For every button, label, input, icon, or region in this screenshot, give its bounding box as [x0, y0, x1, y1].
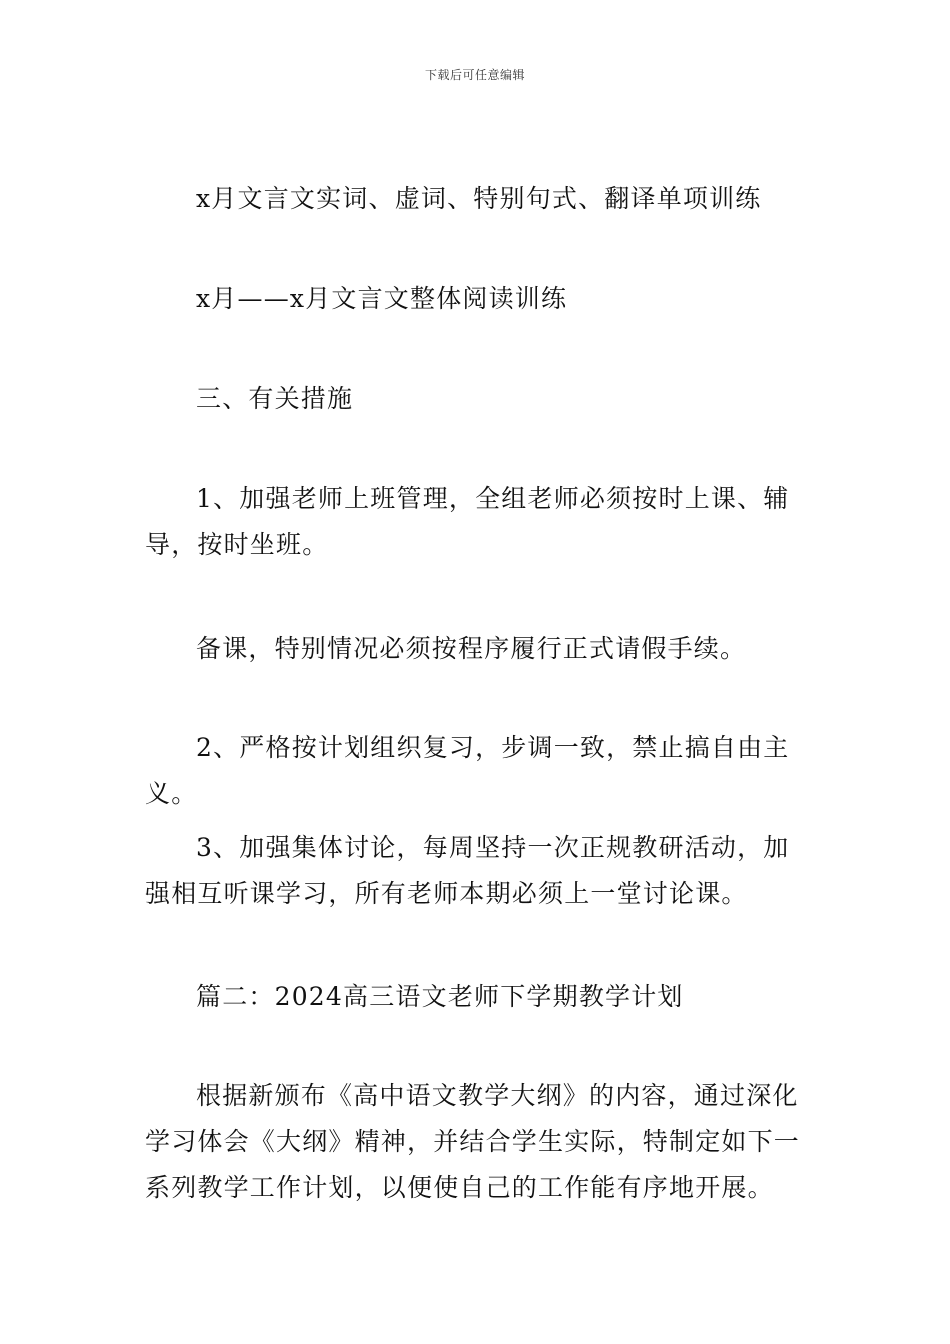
paragraph-monthly-training: x月文言文实词、虚词、特别句式、翻译单项训练	[196, 184, 762, 213]
section-heading-measures: 三、有关措施	[196, 384, 354, 413]
paragraph-reading-training: x月——x月文言文整体阅读训练	[196, 284, 568, 313]
header-note: 下载后可任意编辑	[424, 68, 525, 82]
paragraph-measure-1: 1、加强老师上班管理，全组老师必须按时上课、辅导，按时坐班。	[145, 484, 790, 559]
paragraph-measure-3: 3、加强集体讨论，每周坚持一次正规教研活动，加强相互听课学习，所有老师本期必须上一堂讨论课。	[145, 833, 790, 908]
paragraph-measure-2: 2、严格按计划组织复习，步调一致，禁止搞自由主义。	[145, 733, 790, 808]
paragraph-lesson-prep: 备课，特别情况必须按程序履行正式请假手续。	[196, 634, 747, 663]
paragraph-plan-intro: 根据新颁布《高中语文教学大纲》的内容，通过深化学习体会《大纲》精神，并结合学生实际，特制定如下一系列教学工作计划，以便使自己的工作能有序地开展。	[145, 1081, 801, 1202]
heading-part-two: 篇二：2024高三语文老师下学期教学计划	[196, 982, 684, 1011]
